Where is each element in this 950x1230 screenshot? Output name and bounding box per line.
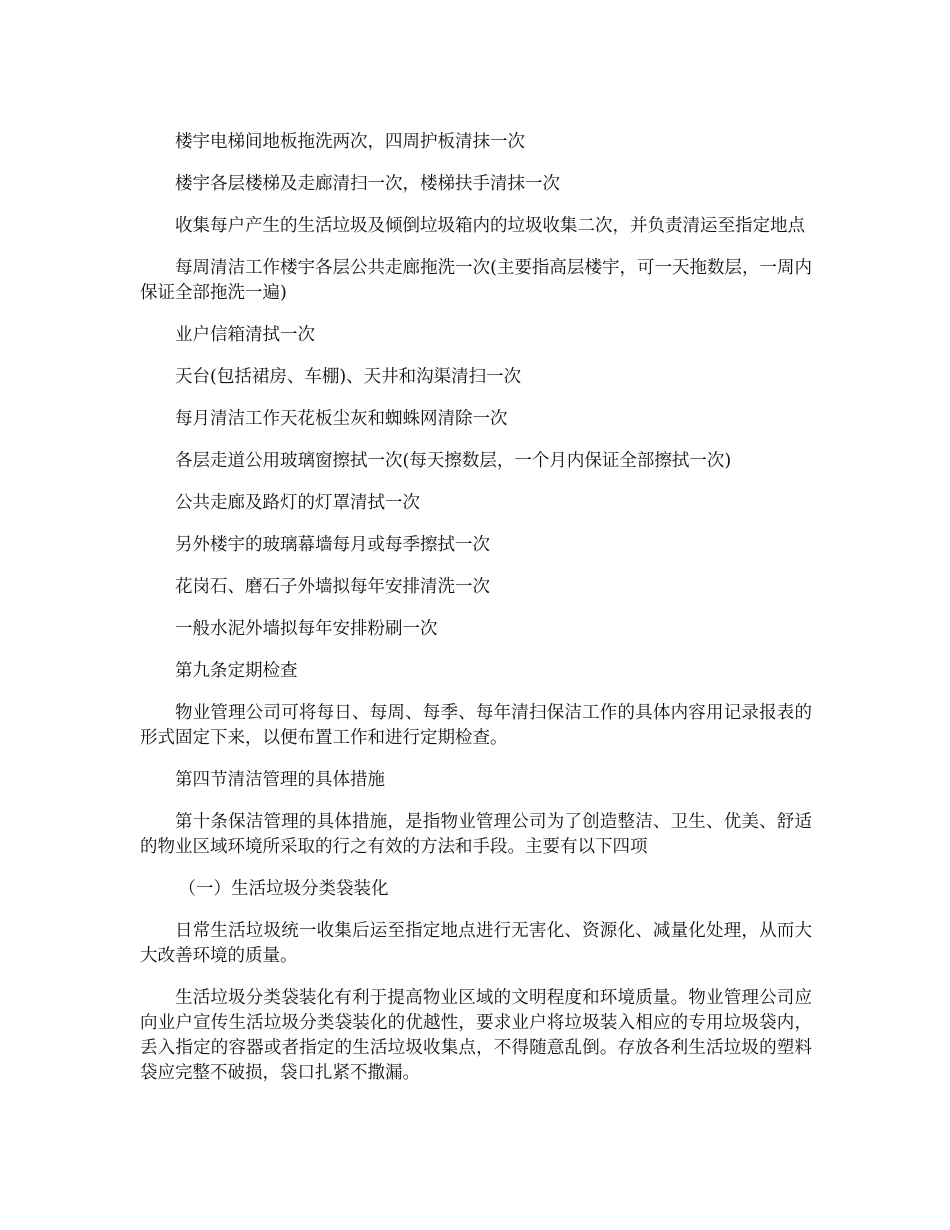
paragraph-elevator-floor: 楼宇电梯间地板拖洗两次，四周护板清抹一次	[175, 132, 525, 152]
paragraph-weekly-cleaning: 每周清洁工作楼宇各层公共走廊拖洗一次(主要指高层楼宇，可一天拖数层，一周内保证全部拖洗一遍)	[140, 258, 812, 303]
heading-section-4: 第四节清洁管理的具体措施	[175, 770, 385, 790]
paragraph-lampshades: 公共走廊及路灯的灯罩清拭一次	[175, 493, 420, 513]
heading-subsection-1: （一）生活垃圾分类袋装化	[178, 879, 389, 899]
paragraph-monthly-cleaning: 每月清洁工作天花板尘灰和蜘蛛网清除一次	[175, 409, 508, 429]
paragraph-stairs-corridor: 楼宇各层楼梯及走廊清扫一次，楼梯扶手清抹一次	[175, 174, 560, 194]
paragraph-cement-wall: 一般水泥外墙拟每年安排粉刷一次	[175, 619, 438, 639]
document-body	[140, 130, 812, 1103]
heading-article-9: 第九条定期检查	[175, 661, 298, 681]
paragraph-garbage-collection: 收集每户产生的生活垃圾及倾倒垃圾箱内的垃圾收集二次，并负责清运至指定地点	[175, 216, 805, 236]
paragraph-glass-curtain-wall: 另外楼宇的玻璃幕墙每月或每季擦拭一次	[175, 535, 490, 555]
paragraph-rooftop: 天台(包括裙房、车棚)、天井和沟渠清扫一次	[175, 367, 522, 387]
paragraph-stone-wall: 花岗石、磨石子外墙拟每年安排清洗一次	[175, 577, 490, 597]
paragraph-daily-garbage: 日常生活垃圾统一收集后运至指定地点进行无害化、资源化、减量化处理，从而大大改善环境的质量。	[140, 921, 812, 966]
paragraph-garbage-bagging: 生活垃圾分类袋装化有利于提高物业区域的文明程度和环境质量。物业管理公司应向业户宣传生活垃圾分类袋装化的优越性，要求业户将垃圾装入相应的专用垃圾袋内，丢入指定的容器或者指定的生活垃圾收集点，不得随意乱倒。存放各利生活垃圾的塑料袋应完整不破损，袋口扎紧不撒漏。	[140, 988, 812, 1083]
paragraph-mailbox: 业户信箱清拭一次	[175, 325, 315, 345]
paragraph-periodic-inspection: 物业管理公司可将每日、每周、每季、每年清扫保洁工作的具体内容用记录报表的形式固定下来，以便布置工作和进行定期检查。	[140, 703, 812, 748]
paragraph-windows: 各层走道公用玻璃窗擦拭一次(每天擦数层，一个月内保证全部擦拭一次)	[175, 451, 732, 471]
paragraph-article-10: 第十条保洁管理的具体措施，是指物业管理公司为了创造整洁、卫生、优美、舒适的物业区域环境所采取的行之有效的方法和手段。主要有以下四项	[140, 812, 812, 857]
